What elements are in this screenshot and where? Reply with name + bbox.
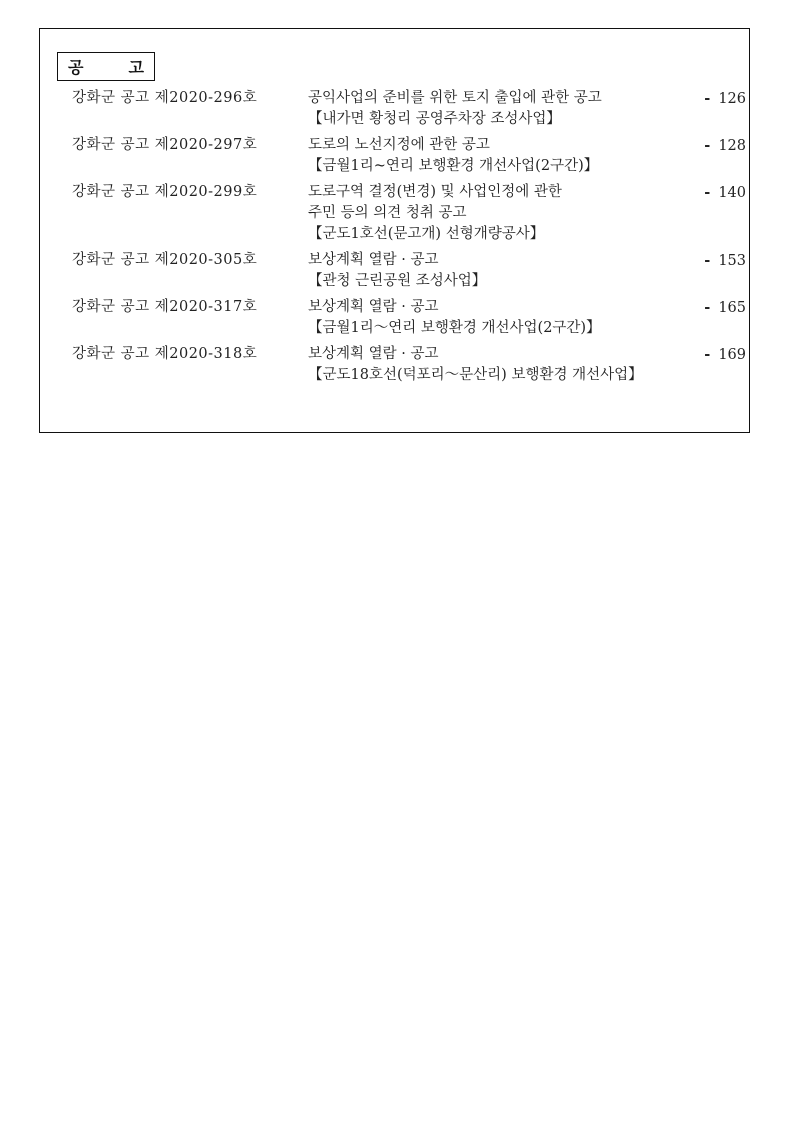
- notice-number: 강화군 공고 제2020-299호: [72, 184, 258, 200]
- page-dash: -: [704, 184, 711, 201]
- notice-entry[interactable]: [72, 344, 748, 386]
- notice-body: [308, 297, 698, 339]
- page-reference: [704, 135, 746, 157]
- page-number: 169: [718, 347, 746, 363]
- notice-body: [308, 344, 698, 386]
- notice-entry[interactable]: [72, 135, 748, 177]
- notice-body: [308, 135, 698, 177]
- page-number: 126: [718, 91, 746, 107]
- section-title-left: 공: [68, 58, 84, 77]
- notice-number: 강화군 공고 제2020-297호: [72, 137, 258, 153]
- notice-project: 【내가면 황청리 공영주차장 조성사업】: [308, 111, 561, 127]
- page-dash: -: [704, 90, 711, 107]
- page-number: 140: [718, 185, 746, 201]
- notice-entry[interactable]: [72, 250, 748, 292]
- notice-body: [308, 182, 698, 245]
- notice-project: 【군도1호선(문고개) 선형개량공사】: [308, 226, 545, 242]
- page-reference: [704, 88, 746, 110]
- notice-list: [72, 88, 748, 391]
- notice-title-continued: 주민 등의 의견 청취 공고: [308, 205, 467, 221]
- notice-body: [308, 88, 698, 130]
- section-title-right: 고: [128, 58, 144, 77]
- page-reference: [704, 344, 746, 366]
- notice-title: 공익사업의 준비를 위한 토지 출입에 관한 공고: [308, 90, 602, 106]
- notice-number: 강화군 공고 제2020-317호: [72, 299, 258, 315]
- notice-number: 강화군 공고 제2020-305호: [72, 252, 258, 268]
- page-number: 165: [718, 300, 746, 316]
- notice-title: 보상계획 열람 · 공고: [308, 252, 439, 268]
- page-dash: -: [704, 252, 711, 269]
- page-reference: [704, 182, 746, 204]
- notice-body: [308, 250, 698, 292]
- notice-title: 도로구역 결정(변경) 및 사업인정에 관한: [308, 184, 562, 200]
- page-dash: -: [704, 137, 711, 154]
- notice-title: 도로의 노선지정에 관한 공고: [308, 137, 490, 153]
- notice-entry[interactable]: [72, 182, 748, 245]
- page-reference: [704, 250, 746, 272]
- page-number: 128: [718, 138, 746, 154]
- notice-project: 【금월1리～연리 보행환경 개선사업(2구간)】: [308, 320, 601, 336]
- notice-number: 강화군 공고 제2020-318호: [72, 346, 258, 362]
- notice-title: 보상계획 열람 · 공고: [308, 346, 439, 362]
- notice-entry[interactable]: [72, 88, 748, 130]
- page-reference: [704, 297, 746, 319]
- notice-project: 【관청 근린공원 조성사업】: [308, 273, 487, 289]
- section-title-box: [57, 52, 155, 81]
- notice-title: 보상계획 열람 · 공고: [308, 299, 439, 315]
- notice-number: 강화군 공고 제2020-296호: [72, 90, 258, 106]
- notice-project: 【금월1리~연리 보행환경 개선사업(2구간)】: [308, 158, 599, 174]
- page-number: 153: [718, 253, 746, 269]
- notice-entry[interactable]: [72, 297, 748, 339]
- notice-project: 【군도18호선(덕포리～문산리) 보행환경 개선사업】: [308, 367, 643, 383]
- page-dash: -: [704, 346, 711, 363]
- page-dash: -: [704, 299, 711, 316]
